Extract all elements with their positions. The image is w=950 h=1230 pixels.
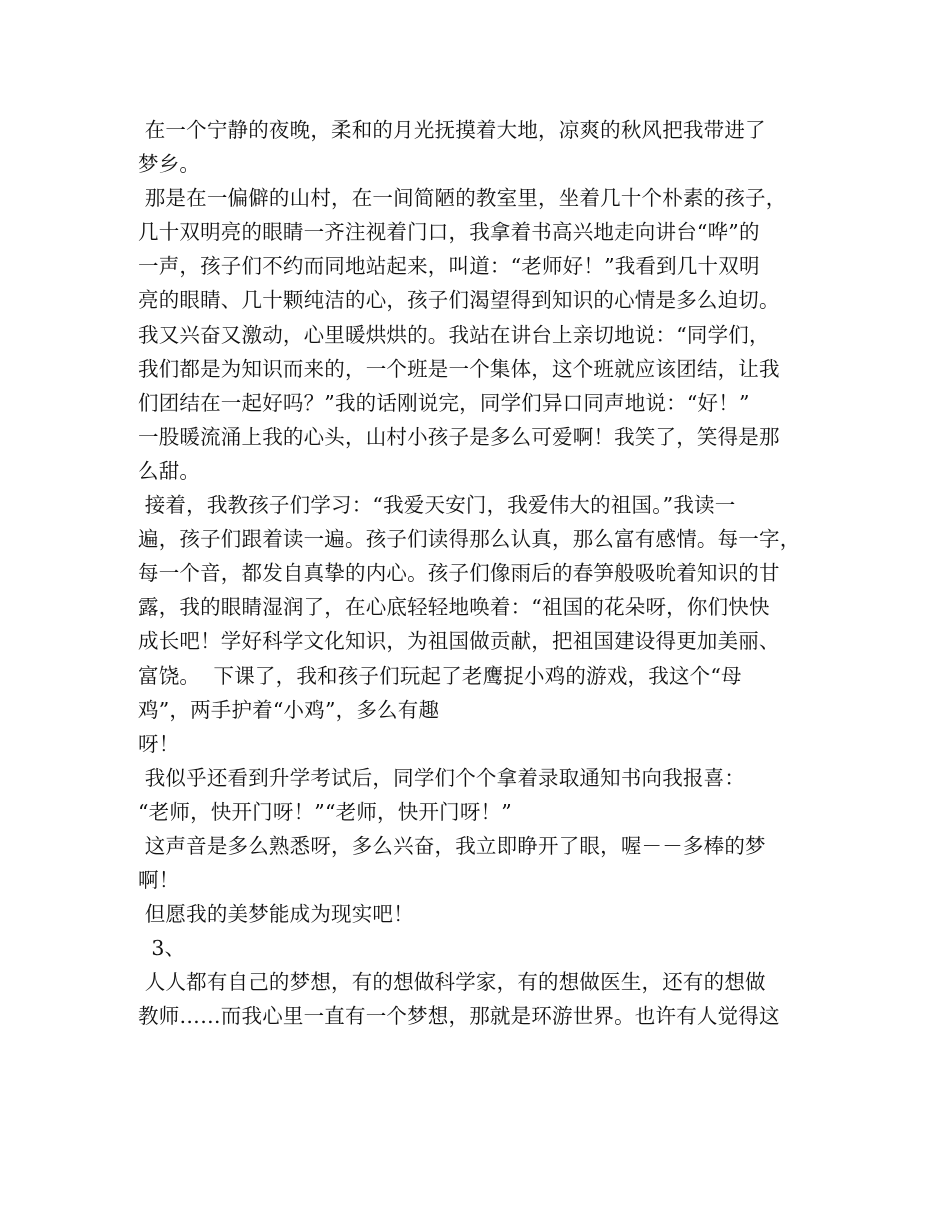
text-line: 们团结在一起好吗？”我的话刚说完，同学们异口同声地说：“好！” <box>138 390 750 415</box>
text-line: 呀！ <box>138 731 180 756</box>
text-line: 每一个音，都发自真挚的内心。孩子们像雨后的春笋般吸吮着知识的甘 <box>138 561 780 586</box>
text-line: 成长吧！学好科学文化知识，为祖国做贡献，把祖国建设得更加美丽、 <box>138 629 780 654</box>
text-line: 但愿我的美梦能成为现实吧！ <box>138 902 414 927</box>
text-line: 露，我的眼睛湿润了，在心底轻轻地唤着：“祖国的花朵呀，你们快快 <box>138 595 770 620</box>
text-line: 3、 <box>138 936 186 961</box>
text-line: 在一个宁静的夜晚，柔和的月光抚摸着大地，凉爽的秋风把我带进了 <box>138 118 766 142</box>
text-line: 啊！ <box>138 868 180 893</box>
essay-body <box>138 113 838 1034</box>
text-line: 我们都是为知识而来的，一个班是一个集体，这个班就应该团结，让我 <box>138 356 780 381</box>
text-line: 几十双明亮的眼睛一齐注视着门口，我拿着书高兴地走向讲台“哗”的 <box>138 220 760 245</box>
text-line: “老师，快开门呀！”“老师，快开门呀！” <box>138 799 512 824</box>
text-line: 人人都有自己的梦想，有的想做科学家，有的想做医生，还有的想做 <box>138 970 766 995</box>
text-line: 梦乡。 <box>138 152 201 177</box>
text-line: 么甜。 <box>138 458 201 483</box>
text-line: 我似乎还看到升学考试后，同学们个个拿着录取通知书向我报喜： <box>138 765 746 790</box>
text-line: 遍，孩子们跟着读一遍。孩子们读得那么认真，那么富有感情。每一字， <box>138 527 801 552</box>
text-line: 富饶。 下课了，我和孩子们玩起了老鹰捉小鸡的游戏，我这个“母 <box>138 663 742 688</box>
text-line: 一股暖流涌上我的心头，山村小孩子是多么可爱啊！我笑了，笑得是那 <box>138 424 780 449</box>
text-line: 接着，我教孩子们学习：“我爱天安门，我爱伟大的祖国。”我读一 <box>138 493 736 518</box>
text-line: 那是在一偏僻的山村，在一间简陋的教室里，坐着几十个朴素的孩子， <box>138 186 787 211</box>
text-line: 亮的眼睛、几十颗纯洁的心，孩子们渴望得到知识的心情是多么迫切。 <box>138 288 780 313</box>
text-line: 这声音是多么熟悉呀，多么兴奋，我立即睁开了眼，喔－－多棒的梦 <box>138 833 766 858</box>
text-line: 教师……而我心里一直有一个梦想，那就是环游世界。也许有人觉得这 <box>138 1004 780 1029</box>
text-line: 一声，孩子们不约而同地站起来，叫道：“老师好！”我看到几十双明 <box>138 254 760 279</box>
text-line: 鸡”，两手护着“小鸡”，多么有趣 <box>138 697 440 722</box>
text-line: 我又兴奋又激动，心里暖烘烘的。我站在讲台上亲切地说：“同学们， <box>138 322 770 347</box>
